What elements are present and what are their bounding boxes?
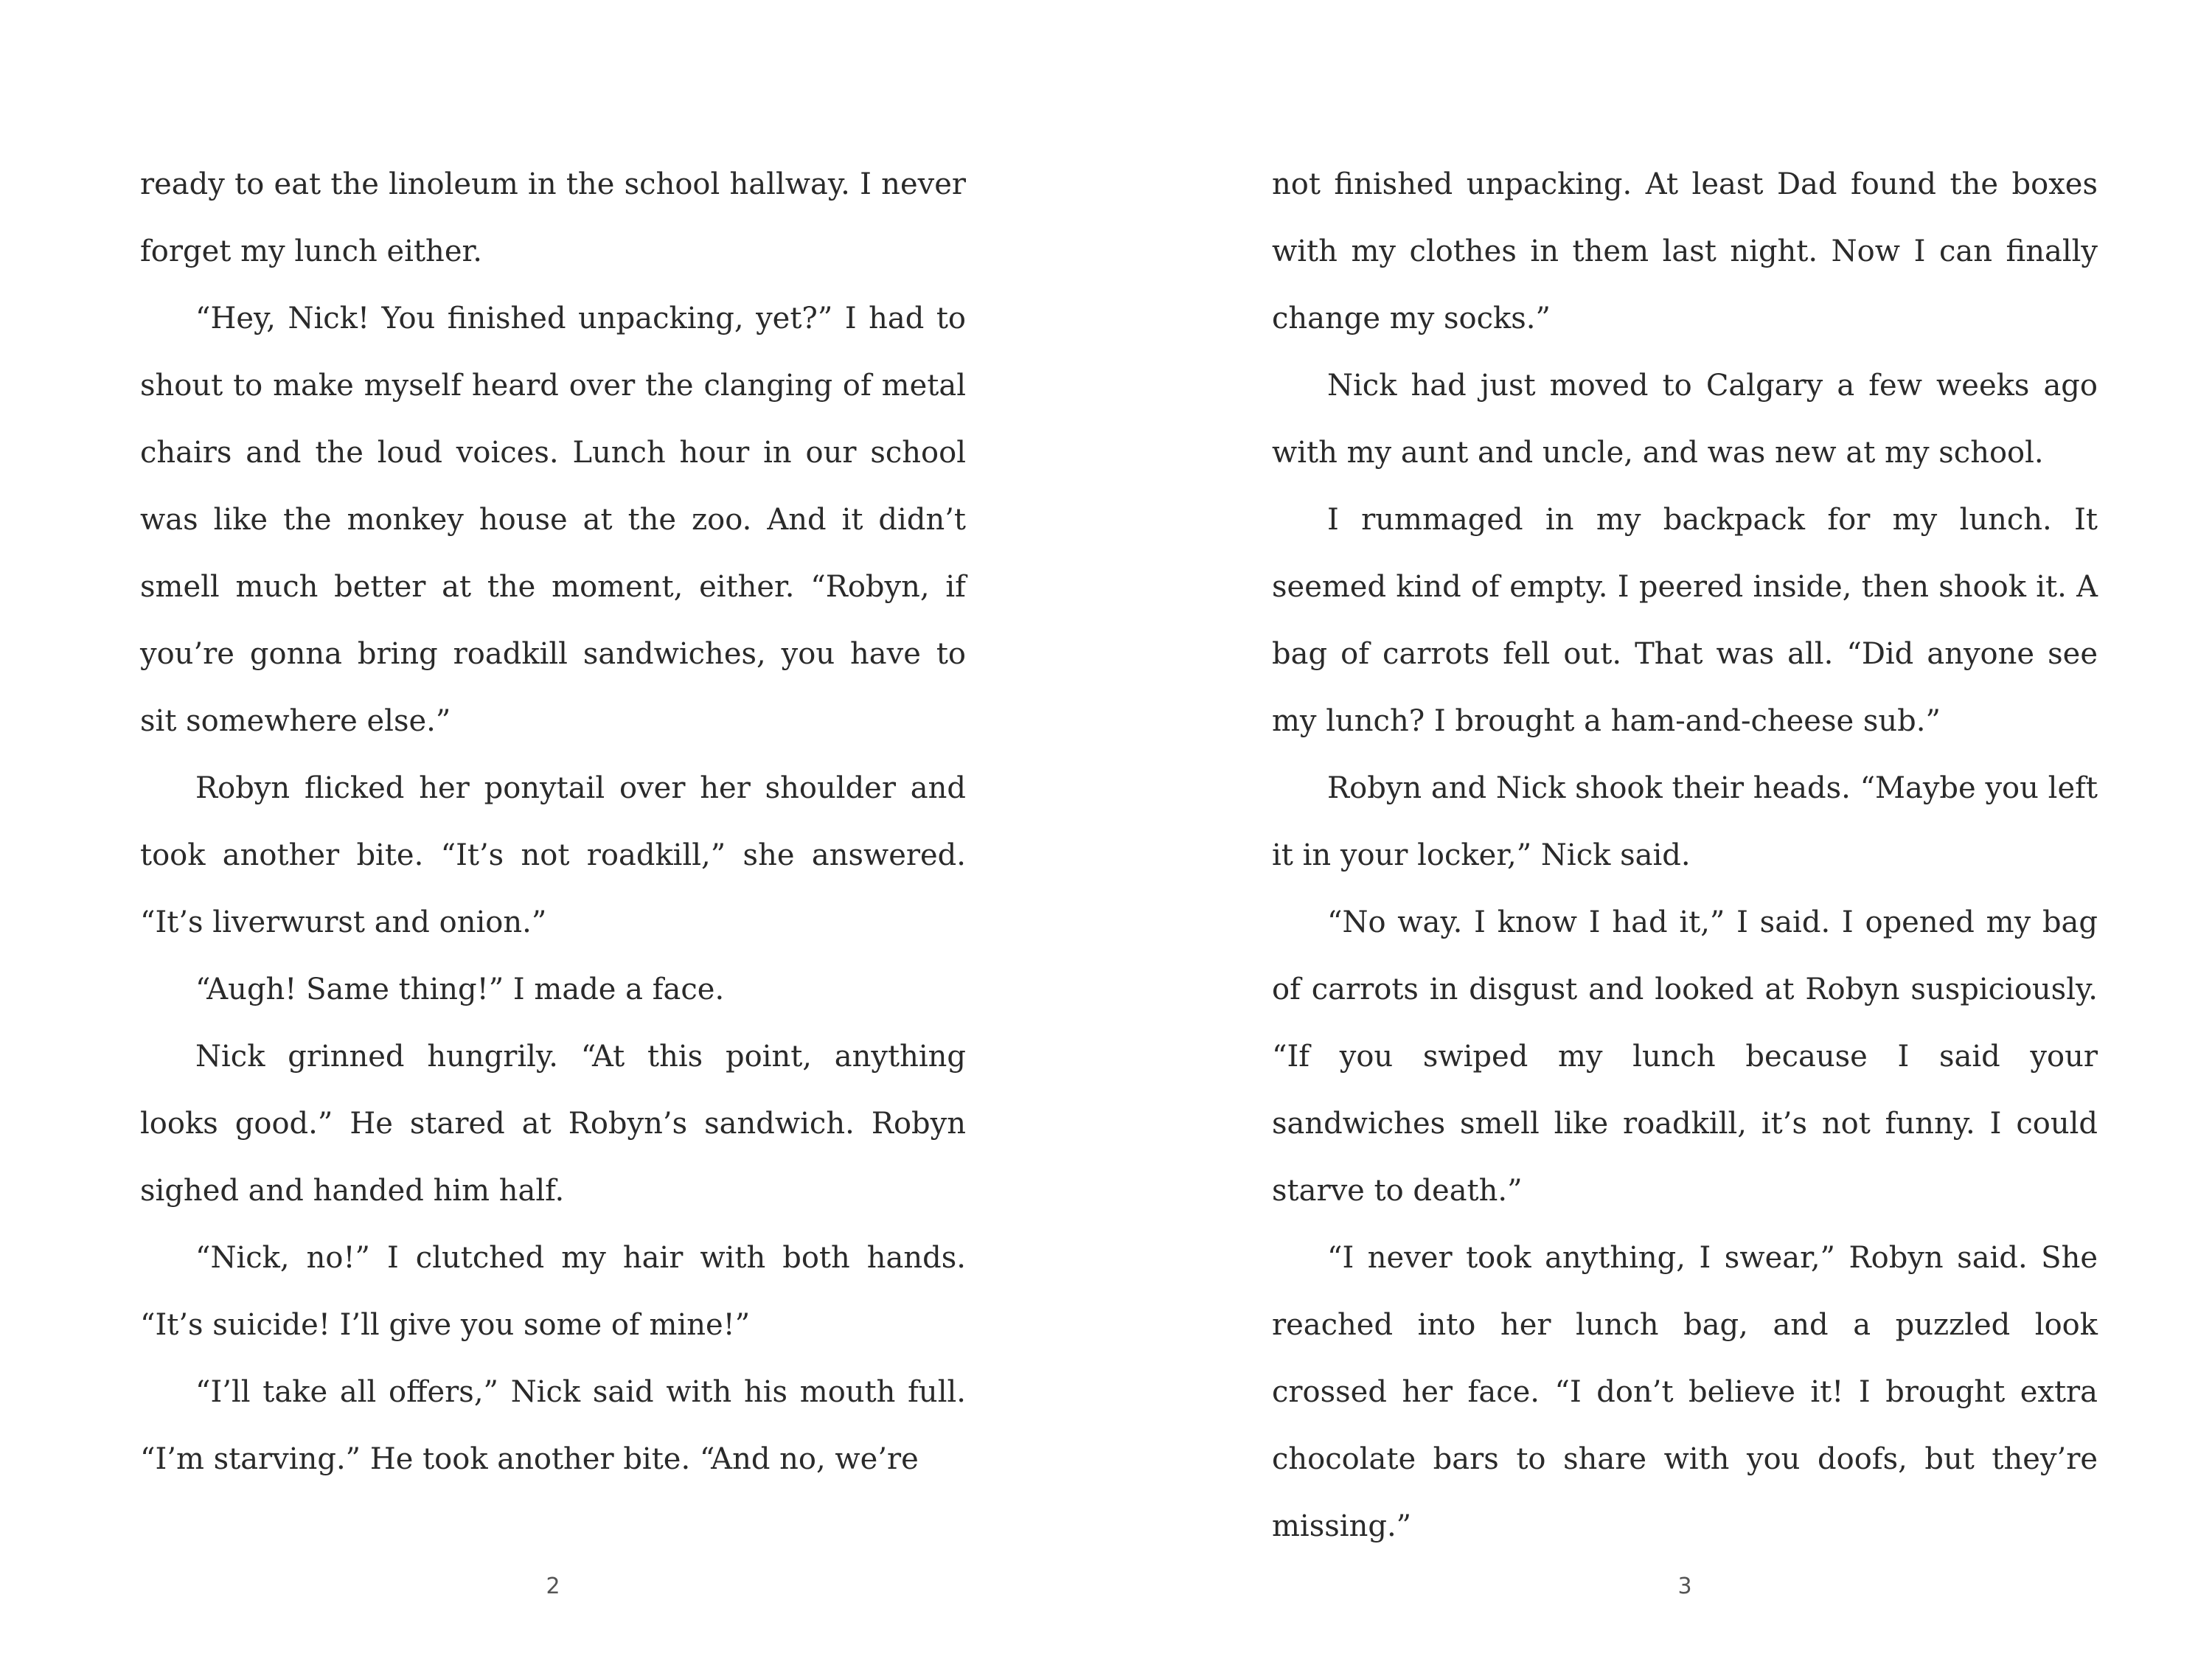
page-number: 2	[546, 1573, 560, 1599]
paragraph: Robyn and Nick shook their heads. “Maybe you left it in your locker,” Nick said.	[1272, 771, 2098, 872]
left-page-text	[140, 151, 966, 1493]
paragraph: “Nick, no!” I clutched my hair with both hands. “It’s suicide! I’ll give you some of mine!”	[140, 1241, 966, 1342]
paragraph: Robyn flicked her ponytail over her shoulder and took another bite. “It’s not roadkill,” she answered. “It’s liverwurst and onion.”	[140, 771, 966, 939]
paragraph: “Hey, Nick! You finished unpacking, yet?” I had to shout to make myself heard over the clanging of metal chairs and the loud voices. Lunch hour in our school was like the monkey house at the zoo. And it didn’t smell much better at the moment, either. “Robyn, if you’re gonna bring roadkill sandwiches, you have to sit somewhere else.”	[140, 302, 966, 738]
paragraph: not finished unpacking. At least Dad found the boxes with my clothes in them last night. Now I can finally change my socks.”	[1272, 167, 2098, 335]
paragraph: Nick grinned hungrily. “At this point, anything looks good.” He stared at Robyn’s sandwich. Robyn sighed and handed him half.	[140, 1040, 966, 1208]
paragraph: “No way. I know I had it,” I said. I opened my bag of carrots in disgust and looked at Robyn suspiciously. “If you swiped my lunch because I said your sandwiches smell like roadkill, it’s not funny. I could starve to death.”	[1272, 905, 2098, 1208]
paragraph: ready to eat the linoleum in the school hallway. I never forget my lunch either.	[140, 167, 966, 268]
paragraph: “I’ll take all offers,” Nick said with his mouth full. “I’m starving.” He took another bite. “And no, we’re	[140, 1375, 966, 1476]
paragraph: “I never took anything, I swear,” Robyn said. She reached into her lunch bag, and a puzzled look crossed her face. “I don’t believe it! I brought extra chocolate bars to share with you doofs, but they’re missing.”	[1272, 1241, 2098, 1543]
page-number: 3	[1677, 1573, 1692, 1599]
right-page-text	[1272, 151, 2098, 1560]
paragraph: “Augh! Same thing!” I made a face.	[195, 973, 725, 1006]
paragraph: Nick had just moved to Calgary a few weeks ago with my aunt and uncle, and was new at my school.	[1272, 369, 2098, 470]
right-page	[1106, 0, 2212, 1659]
paragraph: I rummaged in my backpack for my lunch. It seemed kind of empty. I peered inside, then shook it. A bag of carrots fell out. That was all. “Did anyone see my lunch? I brought a ham-and-cheese sub.”	[1272, 503, 2098, 738]
